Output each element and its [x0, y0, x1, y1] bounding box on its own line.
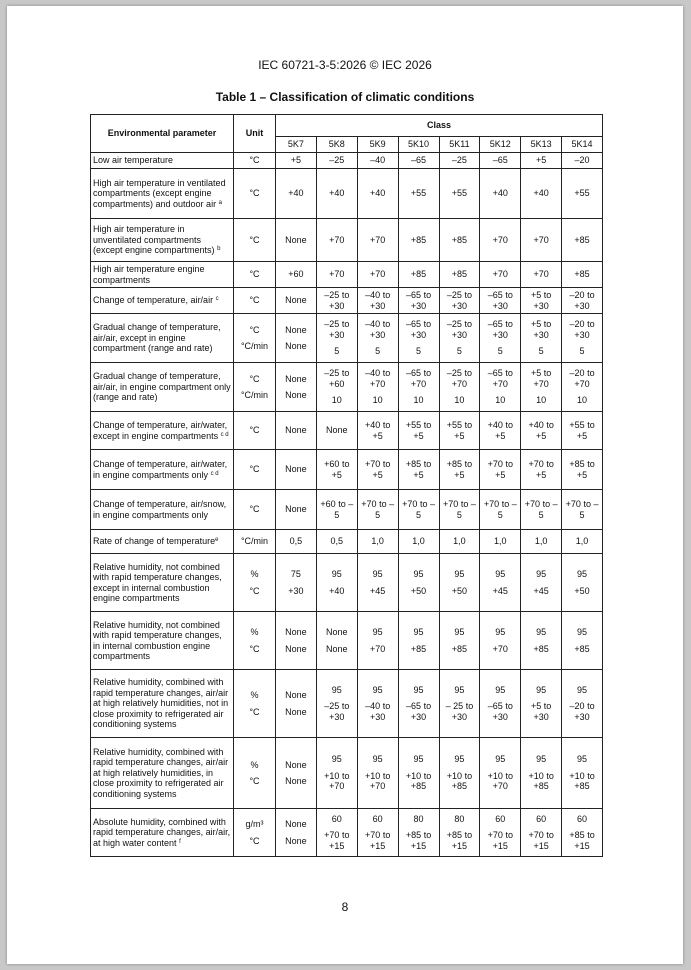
value-cell: 95 +10 to +85 [521, 738, 562, 809]
value-cell: –65 [480, 153, 521, 169]
value-cell: –25 to +30 5 [439, 314, 480, 363]
value-cell: 0,5 [316, 530, 357, 554]
parameter-cell: High air temperature in unventilated compartments (except engine compartments) $^b$ [91, 219, 234, 262]
footnote-ref: c [215, 296, 219, 303]
unit-cell: °C °C/min [234, 363, 276, 412]
value-cell: 1,0 [398, 530, 439, 554]
table-row [91, 670, 603, 738]
value-cell: +5 [276, 153, 317, 169]
parameter-cell: Change of temperature, air/water, except in engine compartments $^{c d}$ [91, 412, 234, 450]
value-cell: 95 +40 [316, 554, 357, 612]
table-row [91, 314, 603, 363]
value-cell: +70 [357, 262, 398, 288]
value-cell: –25 to +30 [439, 288, 480, 314]
unit-cell: % °C [234, 670, 276, 738]
value-cell: 1,0 [480, 530, 521, 554]
value-cell: 95 – 25 to +30 [439, 670, 480, 738]
value-cell: 75 +30 [276, 554, 317, 612]
value-cell: None None [276, 809, 317, 857]
parameter-cell: High air temperature engine compartments [91, 262, 234, 288]
value-cell: 1,0 [562, 530, 603, 554]
value-cell: +40 to +5 [521, 412, 562, 450]
class-header: 5K13 [521, 137, 562, 153]
value-cell: +70 to –5 [357, 490, 398, 530]
unit-cell: °C [234, 219, 276, 262]
value-cell: +70 to +5 [521, 450, 562, 490]
table-row [91, 530, 603, 554]
table-row [91, 262, 603, 288]
parameter-cell: Relative humidity, combined with rapid temperature changes, air/air at high relatively humidities, in close proximity to refrigerated air conditioning systems [91, 738, 234, 809]
value-cell: –65 [398, 153, 439, 169]
value-cell: +70 to +5 [357, 450, 398, 490]
value-cell: –65 to +30 [480, 288, 521, 314]
value-cell: None None [276, 612, 317, 670]
header-class: Class [276, 115, 603, 137]
value-cell: None [276, 219, 317, 262]
value-cell: –20 to +30 [562, 288, 603, 314]
value-cell: None [316, 412, 357, 450]
unit-cell: °C [234, 153, 276, 169]
value-cell: +60 to –5 [316, 490, 357, 530]
value-cell: None [276, 450, 317, 490]
value-cell: 0,5 [276, 530, 317, 554]
value-cell: 95 +10 to +85 [439, 738, 480, 809]
value-cell: +70 [357, 219, 398, 262]
value-cell: +70 [316, 219, 357, 262]
value-cell: 95 +45 [357, 554, 398, 612]
value-cell: +85 [562, 219, 603, 262]
value-cell: 95 +45 [480, 554, 521, 612]
class-header: 5K10 [398, 137, 439, 153]
value-cell: –25 [439, 153, 480, 169]
table-row [91, 363, 603, 412]
value-cell: –40 to +70 10 [357, 363, 398, 412]
value-cell: None [276, 490, 317, 530]
value-cell: None [276, 412, 317, 450]
value-cell: 95 +85 [521, 612, 562, 670]
value-cell: +40 [276, 169, 317, 219]
value-cell: +85 to +5 [562, 450, 603, 490]
value-cell: –40 [357, 153, 398, 169]
value-cell: +40 [357, 169, 398, 219]
value-cell: +40 [480, 169, 521, 219]
value-cell: +70 [521, 262, 562, 288]
value-cell: 95 +10 to +70 [316, 738, 357, 809]
value-cell: –25 to +70 10 [439, 363, 480, 412]
value-cell: +40 [521, 169, 562, 219]
table-row [91, 219, 603, 262]
value-cell: –65 to +70 10 [398, 363, 439, 412]
value-cell: –40 to +30 [357, 288, 398, 314]
unit-cell: °C [234, 490, 276, 530]
table-row [91, 153, 603, 169]
value-cell: +85 [439, 219, 480, 262]
table-row [91, 169, 603, 219]
value-cell: –20 [562, 153, 603, 169]
footnote-ref: b [217, 246, 221, 253]
value-cell: –20 to +70 10 [562, 363, 603, 412]
table-row [91, 554, 603, 612]
value-cell: +70 to –5 [521, 490, 562, 530]
page-number: 8 [341, 900, 349, 914]
value-cell: +60 to +5 [316, 450, 357, 490]
value-cell: 95 +5 to +30 [521, 670, 562, 738]
value-cell: 95 –25 to +30 [316, 670, 357, 738]
parameter-cell: Relative humidity, not combined with rapid temperature changes, except in internal combustion engine compartments [91, 554, 234, 612]
parameter-cell: High air temperature in ventilated compartments (except engine compartments) and outdoor air $^a$ [91, 169, 234, 219]
footnote-ref: c d [220, 431, 229, 438]
value-cell: 80 +85 to +15 [439, 809, 480, 857]
unit-cell: °C [234, 288, 276, 314]
value-cell: 1,0 [439, 530, 480, 554]
value-cell: +85 [562, 262, 603, 288]
unit-cell: °C °C/min [234, 314, 276, 363]
parameter-cell: Gradual change of temperature, air/air, except in engine compartment (range and rate) [91, 314, 234, 363]
value-cell: None None [276, 670, 317, 738]
footnote-ref: f [179, 838, 181, 845]
value-cell: 95 +70 [480, 612, 521, 670]
parameter-cell: Relative humidity, not combined with rapid temperature changes, in internal combustion engine compartments [91, 612, 234, 670]
unit-cell: % °C [234, 612, 276, 670]
table-title: Table 1 – Classification of climatic conditions [215, 90, 475, 104]
parameter-cell: Absolute humidity, combined with rapid temperature changes, air/air, at high water content $^f$ [91, 809, 234, 857]
value-cell: +5 to +70 10 [521, 363, 562, 412]
value-cell: –25 to +30 [316, 288, 357, 314]
class-header: 5K14 [562, 137, 603, 153]
unit-cell: % °C [234, 738, 276, 809]
unit-cell: g/m³ °C [234, 809, 276, 857]
table-row [91, 412, 603, 450]
value-cell: +85 to +5 [439, 450, 480, 490]
value-cell: –65 to +30 5 [480, 314, 521, 363]
value-cell: 95 +50 [398, 554, 439, 612]
table-row [91, 738, 603, 809]
value-cell: +70 to –5 [398, 490, 439, 530]
footnote-ref: a [218, 199, 222, 206]
value-cell: –25 [316, 153, 357, 169]
value-cell: 95 +45 [521, 554, 562, 612]
value-cell: 60 +70 to +15 [480, 809, 521, 857]
value-cell: 1,0 [357, 530, 398, 554]
value-cell: –65 to +30 [398, 288, 439, 314]
value-cell: None None [276, 738, 317, 809]
value-cell: +5 [521, 153, 562, 169]
value-cell: +55 to +5 [562, 412, 603, 450]
value-cell: 95 +10 to +70 [480, 738, 521, 809]
unit-cell: °C [234, 450, 276, 490]
class-header: 5K7 [276, 137, 317, 153]
unit-cell: °C [234, 169, 276, 219]
value-cell: 80 +85 to +15 [398, 809, 439, 857]
value-cell: +70 [521, 219, 562, 262]
value-cell: None None [276, 363, 317, 412]
value-cell: +5 to +30 [521, 288, 562, 314]
value-cell: None [276, 288, 317, 314]
value-cell: +85 [398, 219, 439, 262]
header-environmental-parameter: Environmental parameter [91, 115, 234, 153]
value-cell: 60 +85 to +15 [562, 809, 603, 857]
value-cell: 95 +10 to +85 [562, 738, 603, 809]
value-cell: +70 [480, 262, 521, 288]
value-cell: 1,0 [521, 530, 562, 554]
value-cell: –40 to +30 5 [357, 314, 398, 363]
climatic-conditions-table [90, 114, 603, 857]
value-cell: –65 to +30 5 [398, 314, 439, 363]
document-header: IEC 60721-3-5:2026 © IEC 2026 [258, 58, 432, 72]
value-cell: –20 to +30 5 [562, 314, 603, 363]
value-cell: None None [276, 314, 317, 363]
value-cell: 60 +70 to +15 [316, 809, 357, 857]
value-cell: +5 to +30 5 [521, 314, 562, 363]
value-cell: +70 to –5 [562, 490, 603, 530]
unit-cell: % °C [234, 554, 276, 612]
value-cell: 95 –40 to +30 [357, 670, 398, 738]
value-cell: +85 [439, 262, 480, 288]
value-cell: 95 +85 [439, 612, 480, 670]
footnote-ref: c d [210, 470, 219, 477]
value-cell: +70 to –5 [439, 490, 480, 530]
value-cell: 95 +85 [398, 612, 439, 670]
value-cell: 95 –65 to +30 [398, 670, 439, 738]
parameter-cell: Change of temperature, air/water, in engine compartments only $^{c d}$ [91, 450, 234, 490]
unit-cell: °C/min [234, 530, 276, 554]
footnote-ref: e [215, 537, 219, 544]
value-cell: None None [316, 612, 357, 670]
table-row [91, 612, 603, 670]
class-header: 5K11 [439, 137, 480, 153]
value-cell: –25 to +60 10 [316, 363, 357, 412]
value-cell: +70 to –5 [480, 490, 521, 530]
value-cell: 95 –65 to +30 [480, 670, 521, 738]
class-header: 5K12 [480, 137, 521, 153]
value-cell: 95 +10 to +85 [398, 738, 439, 809]
class-header: 5K9 [357, 137, 398, 153]
parameter-cell: Low air temperature [91, 153, 234, 169]
value-cell: +70 to +5 [480, 450, 521, 490]
table-row [91, 490, 603, 530]
class-header: 5K8 [316, 137, 357, 153]
value-cell: 95 +70 [357, 612, 398, 670]
value-cell: +55 [562, 169, 603, 219]
value-cell: 95 –20 to +30 [562, 670, 603, 738]
value-cell: 60 +70 to +15 [521, 809, 562, 857]
value-cell: –65 to +70 10 [480, 363, 521, 412]
value-cell: +70 [316, 262, 357, 288]
table-row [91, 288, 603, 314]
value-cell: 95 +50 [439, 554, 480, 612]
parameter-cell: Change of temperature, air/air $^c$ [91, 288, 234, 314]
value-cell: 95 +50 [562, 554, 603, 612]
value-cell: 60 +70 to +15 [357, 809, 398, 857]
value-cell: +40 [316, 169, 357, 219]
unit-cell: °C [234, 262, 276, 288]
value-cell: +85 [398, 262, 439, 288]
unit-cell: °C [234, 412, 276, 450]
value-cell: 95 +10 to +70 [357, 738, 398, 809]
value-cell: +55 [439, 169, 480, 219]
value-cell: +60 [276, 262, 317, 288]
parameter-cell: Rate of change of temperature$^e$ [91, 530, 234, 554]
table-row [91, 809, 603, 857]
parameter-cell: Change of temperature, air/snow, in engine compartments only [91, 490, 234, 530]
value-cell: –25 to +30 5 [316, 314, 357, 363]
value-cell: +40 to +5 [480, 412, 521, 450]
value-cell: +55 to +5 [398, 412, 439, 450]
value-cell: +70 [480, 219, 521, 262]
value-cell: +55 [398, 169, 439, 219]
header-unit: Unit [234, 115, 276, 153]
document-page [7, 6, 683, 964]
parameter-cell: Gradual change of temperature, air/air, in engine compartment only (range and rate) [91, 363, 234, 412]
table-row [91, 450, 603, 490]
value-cell: +55 to +5 [439, 412, 480, 450]
value-cell: +85 to +5 [398, 450, 439, 490]
parameter-cell: Relative humidity, combined with rapid temperature changes, air/air at high relatively humidities, not in close proximity to refrigerated air conditioning systems [91, 670, 234, 738]
value-cell: +40 to +5 [357, 412, 398, 450]
value-cell: 95 +85 [562, 612, 603, 670]
